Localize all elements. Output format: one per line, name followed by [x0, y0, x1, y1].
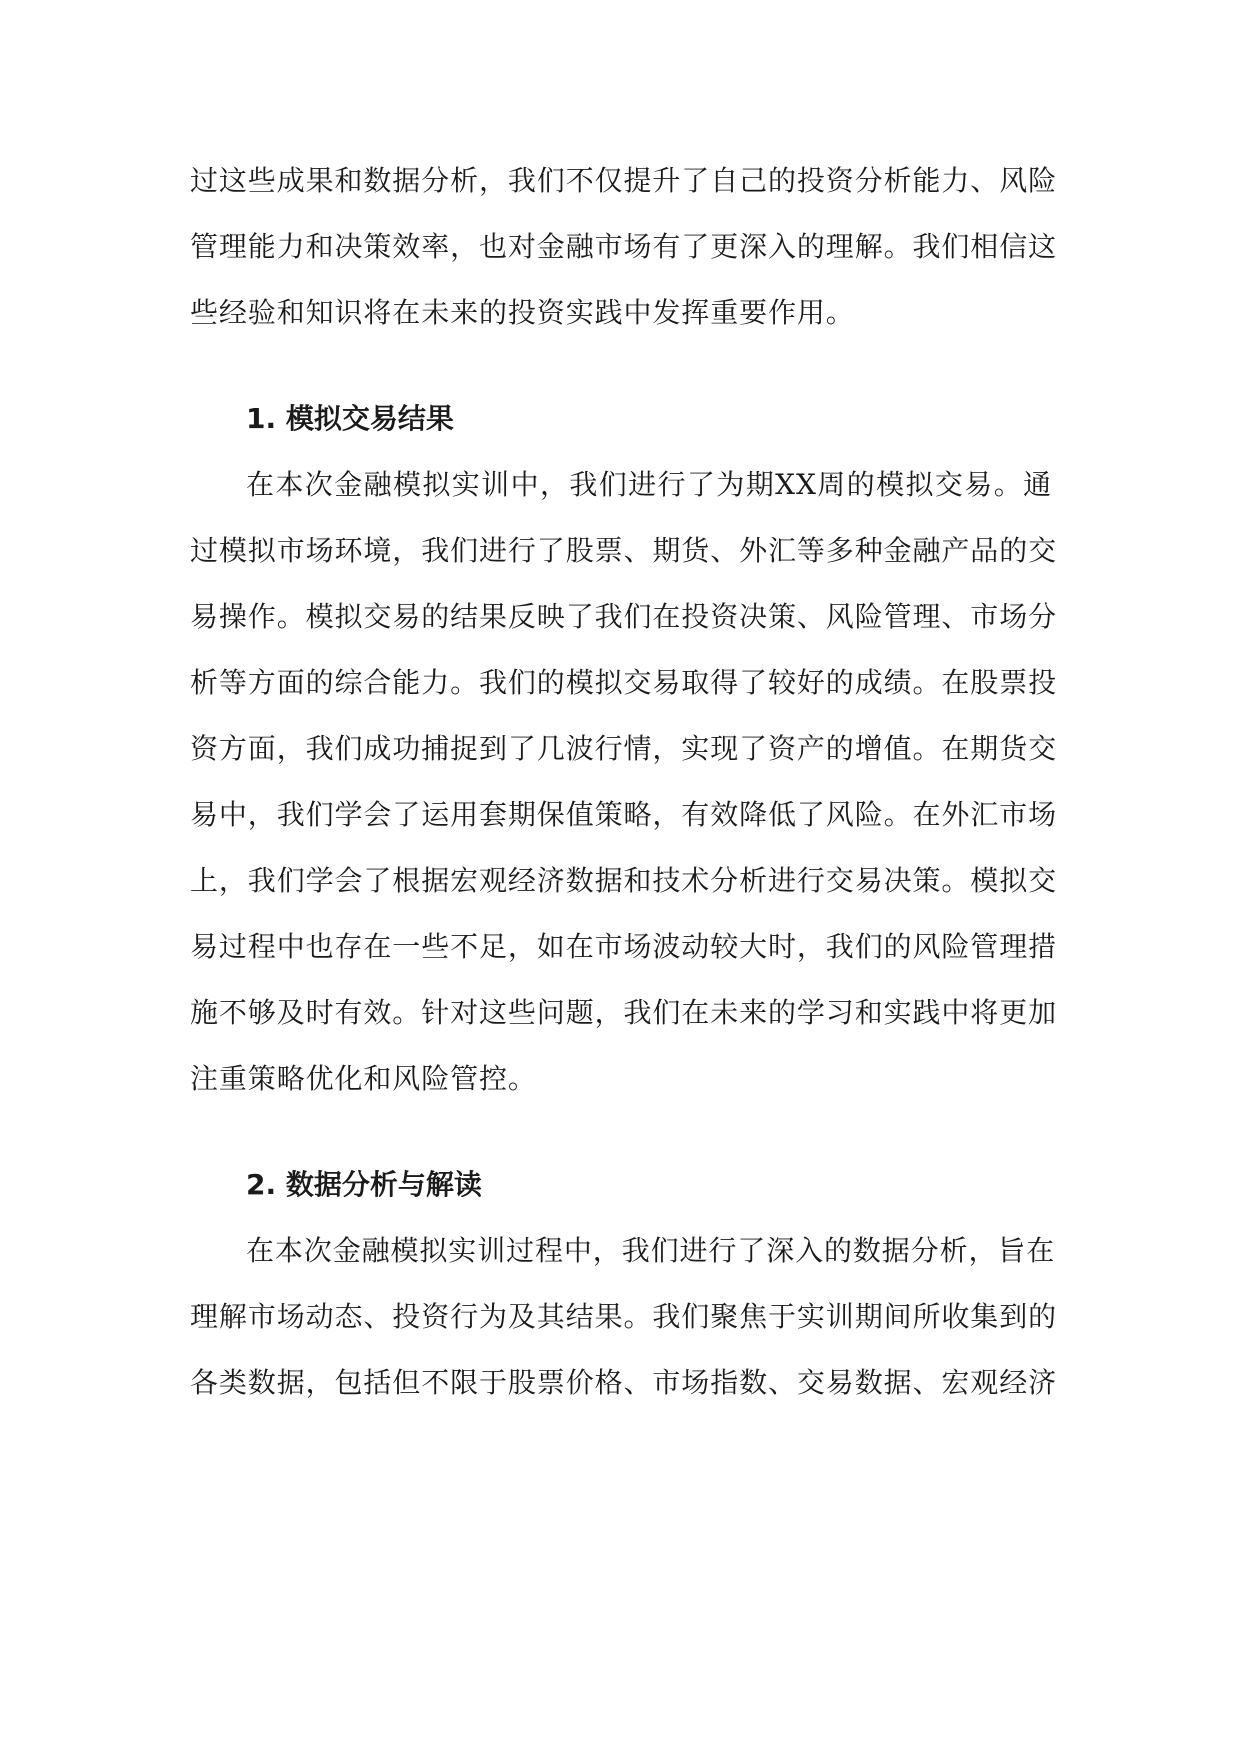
intro-line-2: 管理能力和决策效率，也对金融市场有了更深入的理解。我们相信这 [190, 230, 1058, 263]
section-1-line-6: 易中，我们学会了运用套期保值策略，有效降低了风险。在外汇市场 [190, 798, 1058, 831]
section-1-line-3: 易操作。模拟交易的结果反映了我们在投资决策、风险管理、市场分 [190, 600, 1058, 633]
section-1-line-2: 过模拟市场环境，我们进行了股票、期货、外汇等多种金融产品的交 [190, 534, 1058, 567]
section-1-line-7: 上，我们学会了根据宏观经济数据和技术分析进行交易决策。模拟交 [190, 864, 1058, 897]
document-body [190, 148, 1058, 1416]
section-1-line-5: 资方面，我们成功捕捉到了几波行情，实现了资产的增值。在期货交 [190, 732, 1058, 765]
section-1-line-1: 在本次金融模拟实训中，我们进行了为期XX周的模拟交易。通 [246, 468, 1052, 501]
intro-line-1: 过这些成果和数据分析，我们不仅提升了自己的投资分析能力、风险 [190, 164, 1058, 197]
spacer [190, 1112, 1052, 1152]
section-1-line-9: 施不够及时有效。针对这些问题，我们在未来的学习和实践中将更加 [190, 996, 1058, 1029]
section-1-line-4: 析等方面的综合能力。我们的模拟交易取得了较好的成绩。在股票投 [190, 666, 1058, 699]
section-1-heading: 1. 模拟交易结果 [246, 402, 454, 435]
section-2-line-3: 各类数据，包括但不限于股票价格、市场指数、交易数据、宏观经济 [190, 1366, 1058, 1399]
section-1-line-10: 注重策略优化和风险管控。 [190, 1062, 537, 1095]
section-2-heading: 2. 数据分析与解读 [246, 1168, 482, 1201]
section-2-line-2: 理解市场动态、投资行为及其结果。我们聚焦于实训期间所收集到的 [190, 1300, 1058, 1333]
spacer [190, 346, 1052, 386]
section-2-line-1: 在本次金融模拟实训过程中，我们进行了深入的数据分析，旨在 [246, 1234, 1056, 1267]
section-1-line-8: 易过程中也存在一些不足，如在市场波动较大时，我们的风险管理措 [190, 930, 1058, 963]
intro-line-3: 些经验和知识将在未来的投资实践中发挥重要作用。 [190, 296, 855, 329]
